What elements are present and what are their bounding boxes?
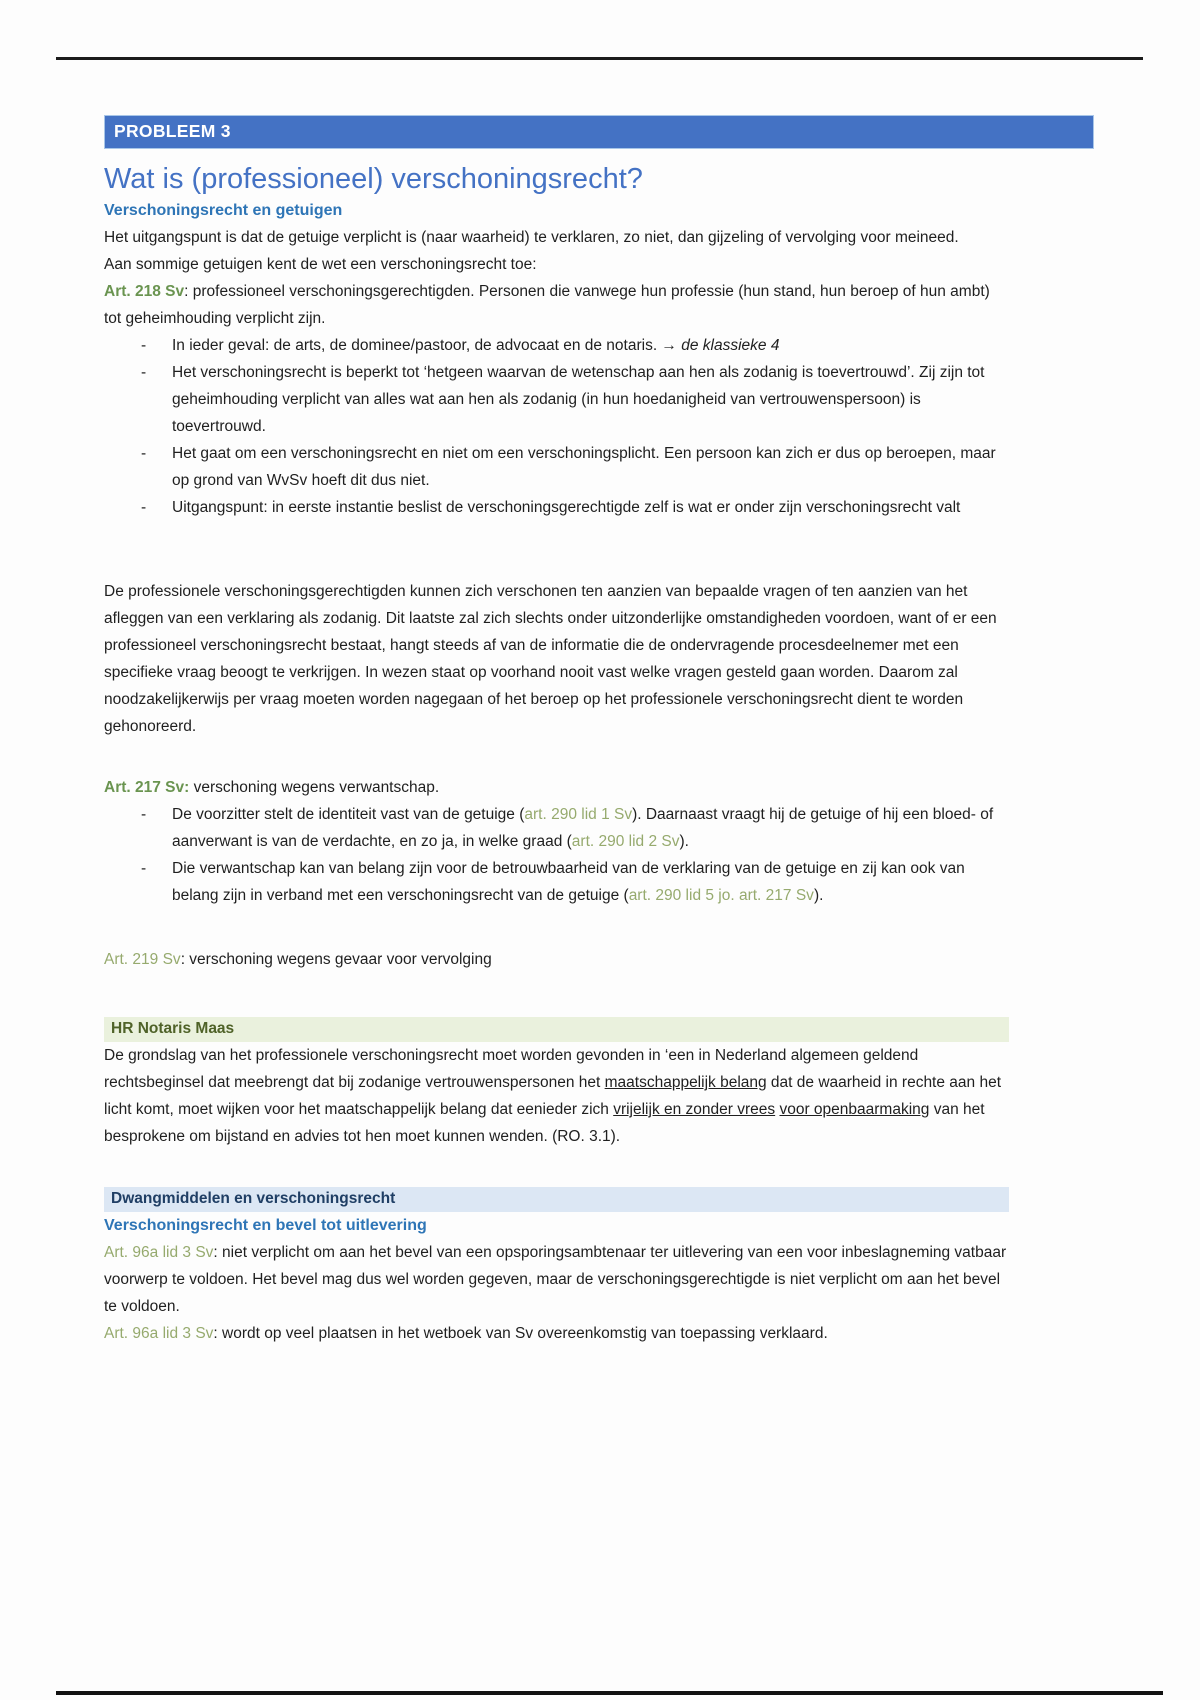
problem-header-bar [104, 115, 1094, 149]
document-content [104, 0, 1009, 1347]
bullet-text: Uitgangspunt: in eerste instantie beslist de verschoningsgerechtigde zelf is wat er onder zijn verschoningsrecht valt [172, 499, 961, 516]
paragraph-hr-notaris [104, 1042, 1009, 1150]
bullet-marker: - [141, 499, 147, 516]
bullet-text: ). Daarnaast vraagt hij de getuige of hij een bloed- of aanverwant is van de verdachte, en zo ja, in welke graad ( [172, 806, 994, 850]
problem-header-label: PROBLEEM 3 [114, 121, 231, 141]
art-217-ref: Art. 217 Sv: [104, 779, 190, 796]
hr-text-underlined: maatschappelijk belang [604, 1074, 767, 1091]
hr-text: De grondslag van het professionele verschoningsrecht moet worden gevonden in ‘een in Nederland algemeen geldend rechtsbeginsel dat meebrengt dat bij zodanige vertrouwenspersonen het [104, 1047, 919, 1091]
paragraph-art96a-1-text: : niet verplicht om aan het bevel van een opsporingsambtenaar ter uitlevering van een voor inbeslagneming vatbaar voorwerp te voldoen. Het bevel mag dus wel worden gegeven, maar de verschoningsgerechtigde is niet verplicht om aan het bevel te voldoen. [104, 1244, 1007, 1315]
bullet-item [104, 440, 1009, 494]
art-96a-lid-3-ref: Art. 96a lid 3 Sv [104, 1325, 214, 1342]
art-290-lid-2-ref: art. 290 lid 2 Sv [571, 833, 680, 850]
section-heading-getuigen: Verschoningsrecht en getuigen [104, 202, 343, 219]
bullet-text-italic: de klassieke 4 [681, 337, 780, 354]
bullet-list-art217 [104, 801, 1009, 909]
paragraph-aan-sommige: Aan sommige getuigen kent de wet een verschoningsrecht toe: [104, 256, 537, 273]
doc-title: Wat is (professioneel) verschoningsrecht? [104, 163, 643, 195]
art-290-lid-5-ref: art. 290 lid 5 jo. art. 217 Sv [628, 887, 814, 904]
hr-text: van het besprokene om bijstand en advies tot hen moet kunnen wenden. (RO. 3.1). [104, 1101, 985, 1145]
bullet-text: ). [679, 833, 689, 850]
paragraph-art217-text: verschoning wegens verwantschap. [189, 779, 440, 796]
bullet-item [104, 855, 1009, 909]
bullet-text: In ieder geval: de arts, de dominee/pastoor, de advocaat en de notaris. → [172, 337, 682, 354]
section-heading-bevel-uitlevering: Verschoningsrecht en bevel tot uitlevering [104, 1217, 427, 1234]
hr-text-underlined: voor openbaarmaking [779, 1101, 930, 1118]
bullet-text: Die verwantschap kan van belang zijn voor de betrouwbaarheid van de verklaring van de getuige en zij kan ook van belang zijn in verband met een verschoningsrecht van de getuige ( [172, 860, 965, 904]
bullet-marker: - [141, 860, 147, 877]
bullet-item [104, 494, 1009, 521]
paragraph-art96a-2 [104, 1320, 1009, 1347]
bullet-marker: - [141, 364, 147, 381]
bullet-item [104, 801, 1009, 855]
bullet-marker: - [141, 806, 147, 823]
paragraph-art217 [104, 774, 1009, 801]
art-290-lid-1-ref: art. 290 lid 1 Sv [524, 806, 633, 823]
bullet-list-art218 [104, 332, 1009, 521]
bullet-text: Het gaat om een verschoningsrecht en niet om een verschoningsplicht. Een persoon kan zich er dus op beroepen, maar op grond van WvSv hoeft dit dus niet. [172, 445, 996, 489]
bullet-item [104, 359, 1009, 440]
bullet-text: ). [813, 887, 824, 904]
bullet-text: De voorzitter stelt de identiteit vast van de getuige ( [172, 806, 525, 823]
bullet-text: Het verschoningsrecht is beperkt tot ‘hetgeen waarvan de wetenschap aan hen als zodanig is toevertrouwd’. Zij zijn tot geheimhouding verplicht van alles wat aan hen als zodanig (in hun hoedanigheid van vertrouwenspersoon) is toevertrouwd. [172, 364, 985, 435]
dwangmiddelen-label: Dwangmiddelen en verschoningsrecht [111, 1190, 396, 1207]
hr-text-underlined: vrijelijk en zonder vrees [613, 1101, 776, 1118]
paragraph-art218 [104, 278, 1009, 332]
hr-notaris-maas-label: HR Notaris Maas [111, 1020, 235, 1037]
bullet-marker: - [141, 445, 147, 462]
paragraph-uitgangspunt: Het uitgangspunt is dat de getuige verplicht is (naar waarheid) te verklaren, zo niet, dan gijzeling of vervolging voor meineed. [104, 229, 959, 246]
paragraph-professionele: De professionele verschoningsgerechtigden kunnen zich verschonen ten aanzien van bepaalde vragen of ten aanzien van het afleggen van een verklaring als zodanig. Dit laatste zal zich slechts onder uitzonderlijke omstandigheden voordoen, want of er een professioneel verschoningsrecht bestaat, hangt steeds af van de informatie die de ondervragende procesdeelnemer met een specifieke vraag beoogt te verkrijgen. In wezen staat op voorhand nooit vast welke vragen gesteld gaan worden. Daarom zal noodzakelijkerwijs per vraag moeten worden nagegaan of het beroep op het professionele verschoningsrecht dient te worden gehonoreerd. [104, 583, 997, 735]
art-218-ref: Art. 218 Sv [104, 283, 185, 300]
paragraph-art96a-2-text: : wordt op veel plaatsen in het wetboek van Sv overeenkomstig van toepassing verklaard. [213, 1325, 828, 1342]
art-219-ref: Art. 219 Sv [104, 951, 181, 968]
paragraph-art219-text: : verschoning wegens gevaar voor vervolging [180, 951, 492, 968]
hr-notaris-maas-bar [104, 1017, 1009, 1042]
bottom-divider [56, 1691, 1163, 1695]
hr-text: dat de waarheid in rechte aan het licht komt, moet wijken voor het maatschappelijk belang dat eenieder zich [104, 1074, 1002, 1118]
bullet-marker: - [141, 337, 147, 354]
art-96a-lid-3-ref: Art. 96a lid 3 Sv [104, 1244, 214, 1261]
dwangmiddelen-bar [104, 1187, 1009, 1212]
bullet-item [104, 332, 1009, 359]
paragraph-art96a-1 [104, 1239, 1009, 1320]
paragraph-art219 [104, 946, 1009, 973]
paragraph-art218-text: : professioneel verschoningsgerechtigden. Personen die vanwege hun professie (hun stand, hun beroep of hun ambt) tot geheimhouding verplicht zijn. [104, 283, 990, 327]
